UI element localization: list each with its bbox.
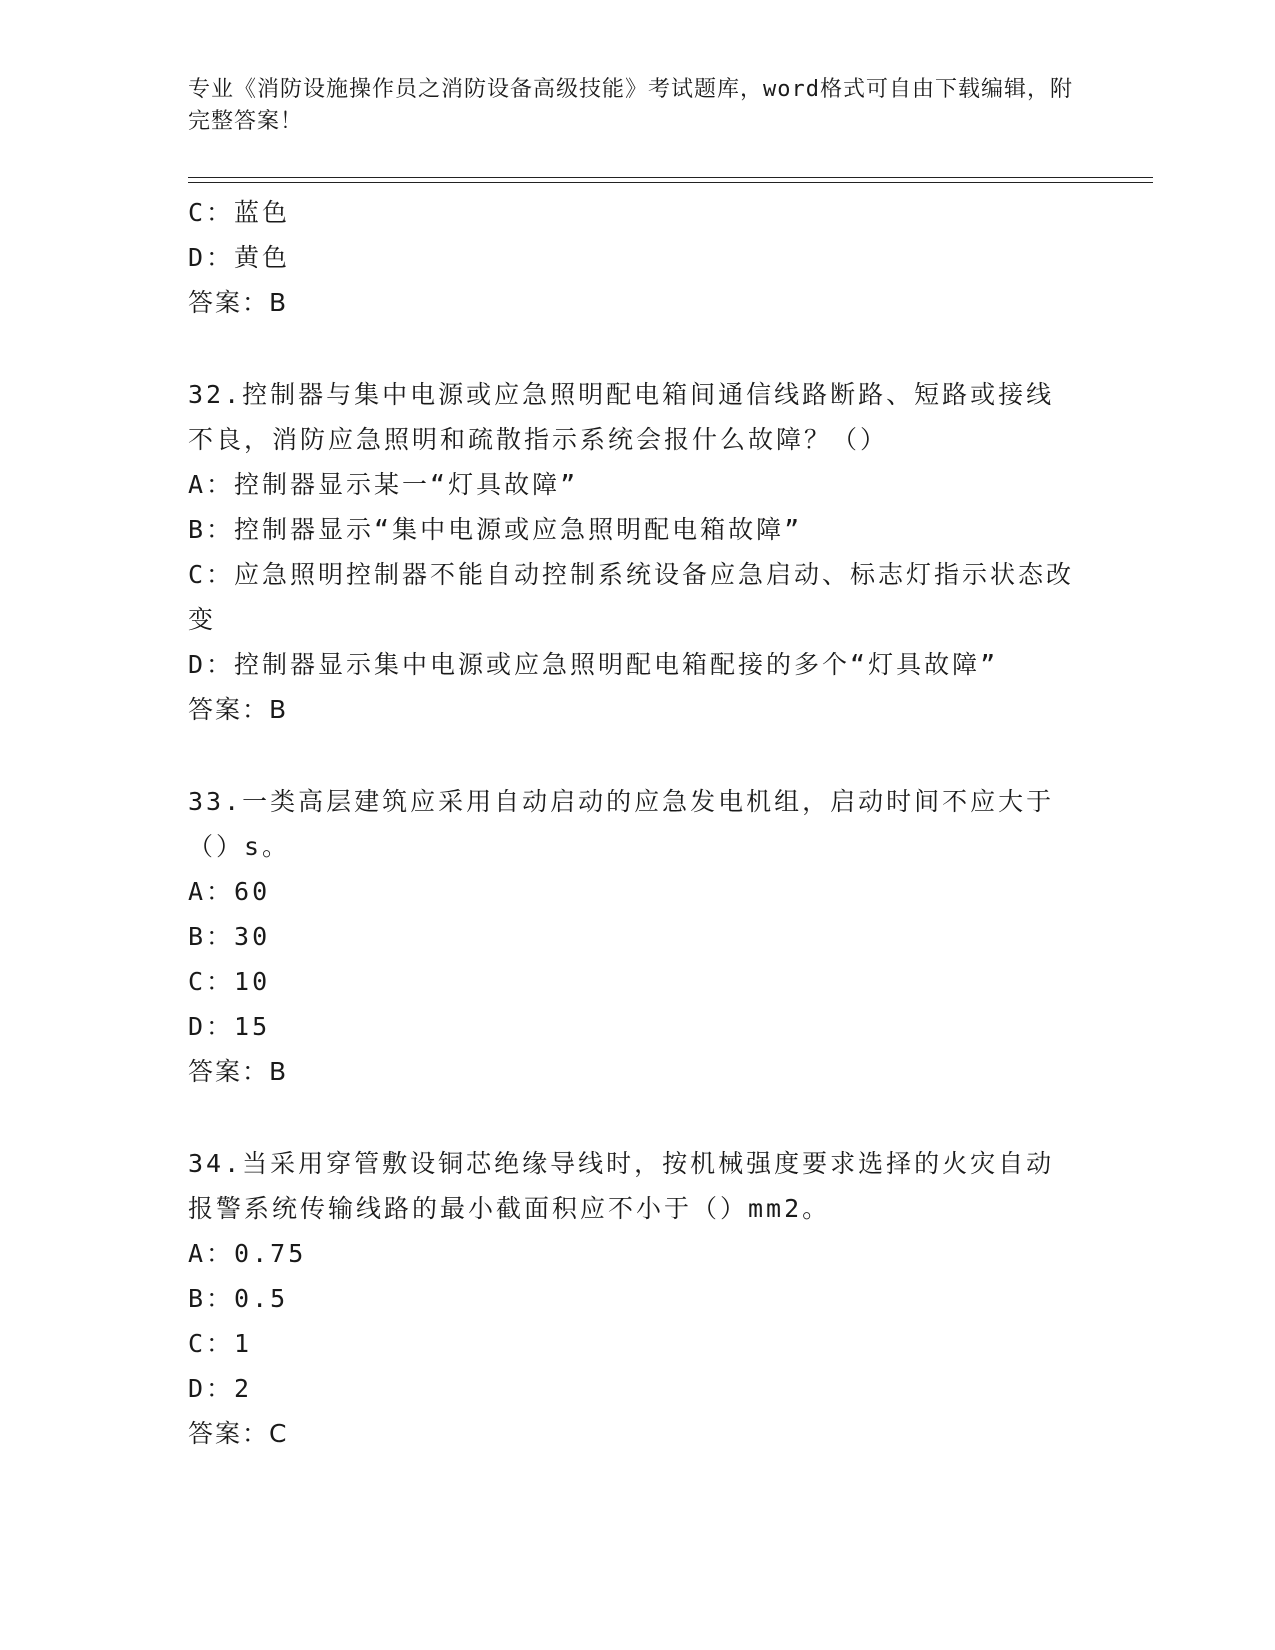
option-c: C：蓝色 bbox=[188, 198, 291, 227]
question-content bbox=[188, 190, 1078, 1456]
option-b: B：0.5 bbox=[188, 1284, 289, 1313]
option-c: C：10 bbox=[188, 967, 271, 996]
option-a: A：0.75 bbox=[188, 1239, 307, 1268]
option-a: A：60 bbox=[188, 877, 271, 906]
spacer bbox=[188, 732, 1078, 779]
answer-line: 答案：C bbox=[188, 1419, 289, 1448]
option-d: D：2 bbox=[188, 1374, 253, 1403]
spacer bbox=[188, 325, 1078, 372]
option-c: C：1 bbox=[188, 1329, 253, 1358]
question-stem: 34.当采用穿管敷设铜芯绝缘导线时，按机械强度要求选择的火灾自动报警系统传输线路的最小截面积应不小于（）mm2。 bbox=[188, 1149, 1055, 1223]
option-d: D：黄色 bbox=[188, 243, 291, 272]
answer-line: 答案：B bbox=[188, 1057, 289, 1086]
answer-line: 答案：B bbox=[188, 288, 289, 317]
option-b: B：30 bbox=[188, 922, 271, 951]
header-divider-bottom bbox=[188, 182, 1153, 183]
answer-line: 答案：B bbox=[188, 695, 289, 724]
question-block-33 bbox=[188, 779, 1078, 1094]
question-block-34 bbox=[188, 1141, 1078, 1456]
option-c: C：应急照明控制器不能自动控制系统设备应急启动、标志灯指示状态改变 bbox=[188, 560, 1075, 634]
header-divider-top bbox=[188, 177, 1153, 178]
option-d: D：15 bbox=[188, 1012, 271, 1041]
question-stem: 33.一类高层建筑应采用自动启动的应急发电机组，启动时间不应大于（）s。 bbox=[188, 787, 1055, 861]
option-d: D：控制器显示集中电源或应急照明配电箱配接的多个“灯具故障” bbox=[188, 650, 999, 679]
document-header: 专业《消防设施操作员之消防设备高级技能》考试题库，word格式可自由下载编辑，附完整答案！ bbox=[188, 77, 1073, 134]
option-b: B：控制器显示“集中电源或应急照明配电箱故障” bbox=[188, 515, 803, 544]
question-block-32 bbox=[188, 372, 1078, 732]
option-a: A：控制器显示某一“灯具故障” bbox=[188, 470, 579, 499]
question-stem: 32.控制器与集中电源或应急照明配电箱间通信线路断路、短路或接线不良，消防应急照明和疏散指示系统会报什么故障？（） bbox=[188, 380, 1055, 454]
spacer bbox=[188, 1094, 1078, 1141]
